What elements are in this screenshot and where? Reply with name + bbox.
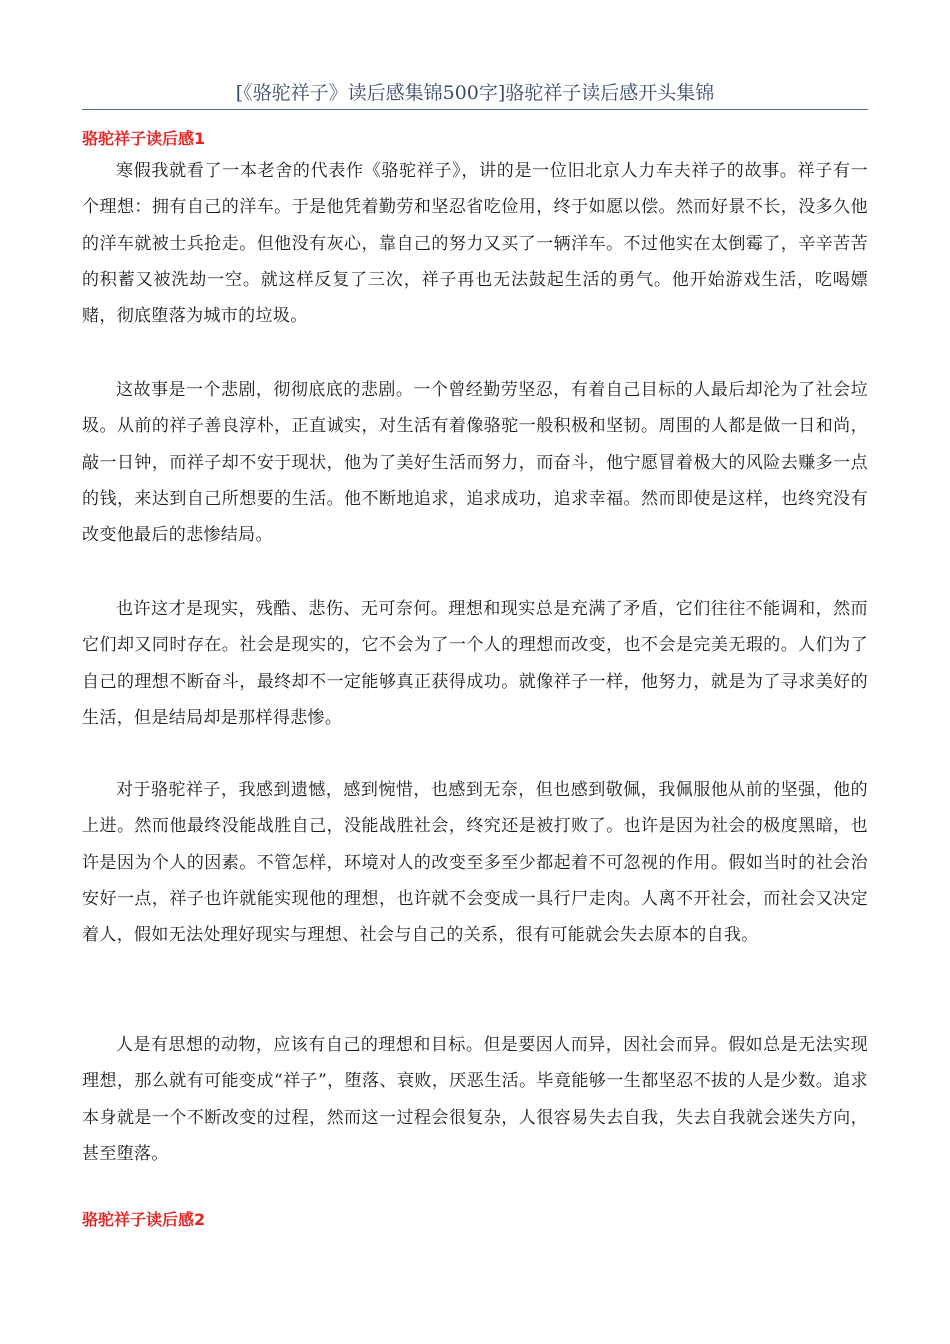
document-header-title: [《骆驼祥子》读后感集锦500字]骆驼祥子读后感开头集锦: [235, 82, 715, 104]
paragraph-3: 也许这才是现实，残酷、悲伤、无可奈何。理想和现实总是充满了矛盾，它们往往不能调和，然而它们却又同时存在。社会是现实的，它不会为了一个人的理想而改变，也不会是完美无瑕的。人们为了自己的理想不断奋斗，最终却不一定能够真正获得成功。就像祥子一样，他努力，就是为了寻求美好的生活，但是结局却是那样得悲惨。: [82, 599, 868, 728]
section-heading-2: 骆驼祥子读后感2: [82, 1210, 206, 1229]
paragraph-4: 对于骆驼祥子，我感到遗憾，感到惋惜，也感到无奈，但也感到敬佩，我佩服他从前的坚强，他的上进。然而他最终没能战胜自己，没能战胜社会，终究还是被打败了。也许是因为社会的极度黑暗，也许是因为个人的因素。不管怎样，环境对人的改变至多至少都起着不可忽视的作用。假如当时的社会治安好一点，祥子也许就能实现他的理想，也许就不会变成一具行尸走肉。人离不开社会，而社会又决定着人，假如无法处理好现实与理想、社会与自己的关系，很有可能就会失去原本的自我。: [82, 780, 868, 946]
paragraph-5: 人是有思想的动物，应该有自己的理想和目标。但是要因人而异，因社会而异。假如总是无法实现理想，那么就有可能变成“祥子”，堕落、衰败，厌恶生活。毕竟能够一生都坚忍不拔的人是少数。追求本身就是一个不断改变的过程，然而这一过程会很复杂，人很容易失去自我，失去自我就会迷失方向，甚至堕落。: [82, 1035, 868, 1164]
paragraph-2: 这故事是一个悲剧，彻彻底底的悲剧。一个曾经勤劳坚忍，有着自己目标的人最后却沦为了社会垃圾。从前的祥子善良淳朴，正直诚实，对生活有着像骆驼一般积极和坚韧。周围的人都是做一日和尚，敲一日钟，而祥子却不安于现状，他为了美好生活而努力，而奋斗，他宁愿冒着极大的风险去赚多一点的钱，来达到自己所想要的生活。他不断地追求，追求成功，追求幸福。然而即使是这样，也终究没有改变他最后的悲惨结局。: [82, 380, 868, 546]
section-heading-1: 骆驼祥子读后感1: [82, 129, 206, 148]
header-divider: [82, 109, 868, 110]
paragraph-1: 寒假我就看了一本老舍的代表作《骆驼祥子》，讲的是一位旧北京人力车夫祥子的故事。祥子有一个理想：拥有自己的洋车。于是他凭着勤劳和坚忍省吃俭用，终于如愿以偿。然而好景不长，没多久他的洋车就被士兵抢走。但他没有灰心，靠自己的努力又买了一辆洋车。不过他实在太倒霉了，辛辛苦苦的积蓄又被洗劫一空。就这样反复了三次，祥子再也无法鼓起生活的勇气。他开始游戏生活，吃喝嫖赌，彻底堕落为城市的垃圾。: [82, 161, 868, 327]
